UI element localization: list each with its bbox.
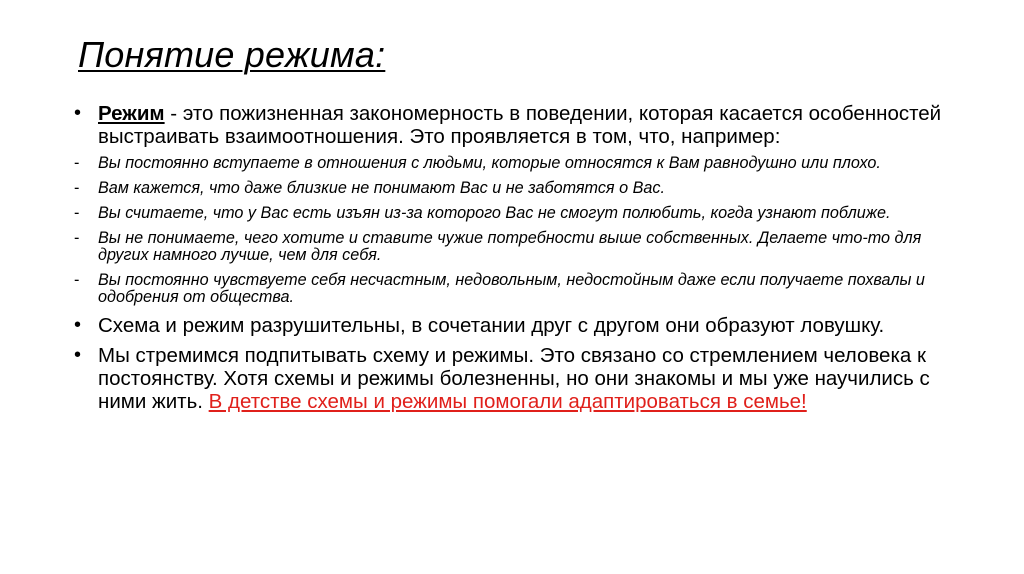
bullet-trap [74,314,954,337]
example-item-4 [74,230,954,264]
example-text: Вы постоянно чувствуете себя несчастным, недовольным, недостойным даже если получаете похвалы и одобрения от общества. [98,271,925,306]
dash-marker: - [74,229,80,247]
example-text: Вы считаете, что у Вас есть изъян из-за которого Вас не смогут полюбить, когда узнают поближе. [98,204,891,222]
example-item-3 [74,205,954,222]
dash-marker: - [74,179,80,197]
trap-text: Схема и режим разрушительны, в сочетании друг с другом они образуют ловушку. [98,314,885,337]
example-item-1 [74,155,954,172]
bullet-feeding-schema [74,344,954,413]
example-text: Вам кажется, что даже близкие не понимают Вас и не заботятся о Вас. [98,179,665,197]
dash-marker: - [74,271,80,289]
feeding-schema-text: Мы стремимся подпитывать схему и режимы. Это связано со стремлением человека к постоянству. Хотя схемы и режимы болезненны, но они знакомы и мы уже научились с ними жить. [98,344,930,413]
example-text: Вы не понимаете, чего хотите и ставите чужие потребности выше собственных. Делаете что-то для других намного лучше, чем для себя. [98,229,922,264]
regime-term: Режим [98,102,165,125]
regime-definition-text: - это пожизненная закономерность в поведении, которая касается особенностей выстраивать взаимоотношения. Это проявляется в том, что, например: [98,102,942,148]
example-item-5 [74,272,954,306]
bullet-marker: • [74,102,82,124]
bullet-marker: • [74,344,82,366]
dash-marker: - [74,154,80,172]
bullet-marker: • [74,314,82,336]
example-text: Вы постоянно вступаете в отношения с людьми, которые относятся к Вам равнодушно или плохо. [98,154,881,172]
slide-title: Понятие режима: [78,34,386,75]
bullet-regime-definition [74,102,954,148]
example-item-2 [74,180,954,197]
slide-content [74,102,954,420]
childhood-highlight: В детстве схемы и режимы помогали адаптироваться в семье! [208,390,807,413]
dash-marker: - [74,204,80,222]
